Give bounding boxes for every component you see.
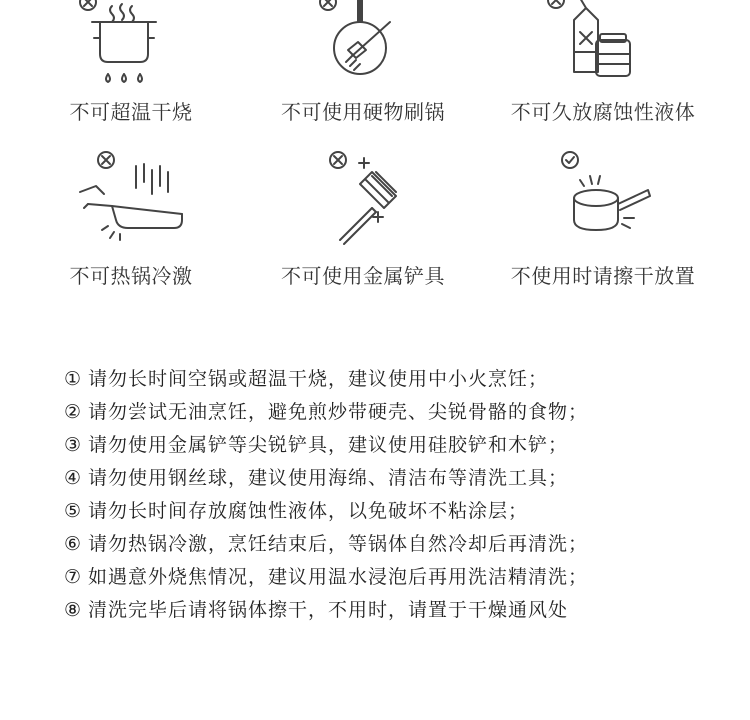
list-item-number: ⑤: [64, 500, 83, 522]
warning-label: 不可超温干烧: [69, 100, 193, 124]
list-item-text: 请勿使用金属铲等尖锐铲具，建议使用硅胶铲和木铲；: [88, 434, 569, 456]
warning-item-corrosive: [488, 0, 718, 130]
care-instructions-list: [64, 364, 704, 628]
warning-item-metal-spatula: [248, 148, 478, 288]
list-item-text: 请勿使用钢丝球，建议使用海绵、清洁布等清洗工具；: [88, 467, 569, 489]
list-item: [64, 595, 704, 628]
warning-label: 不可热锅冷激: [69, 264, 193, 288]
pot-on-fire-icon: [16, 0, 246, 100]
hard-brush-pan-icon: [248, 0, 478, 100]
list-item-number: ④: [64, 467, 83, 489]
list-item: [64, 430, 704, 463]
list-item-text: 请勿热锅冷激，烹饪结束后，等锅体自然冷却后再清洗；: [88, 533, 589, 555]
warning-label: 不可久放腐蚀性液体: [510, 100, 696, 124]
warning-label: 不可使用金属铲具: [281, 264, 445, 288]
list-item: [64, 529, 704, 562]
list-item-text: 清洗完毕后请将锅体擦干，不用时，请置于干燥通风处: [88, 599, 569, 621]
list-item-number: ⑧: [64, 599, 83, 621]
warning-item-dry-storage: [488, 148, 718, 288]
care-warning-grid: [0, 0, 750, 300]
hot-pan-cold-water-icon: [16, 148, 246, 248]
list-item-number: ⑥: [64, 533, 83, 555]
metal-spatula-icon: [248, 148, 478, 248]
list-item: [64, 397, 704, 430]
list-item-number: ⑦: [64, 566, 83, 588]
list-item-number: ③: [64, 434, 83, 456]
warning-item-dry-burn: [16, 0, 246, 130]
list-item-number: ②: [64, 401, 83, 423]
list-item: [64, 562, 704, 595]
list-item: [64, 496, 704, 529]
list-item-text: 请勿长时间空锅或超温干烧，建议使用中小火烹饪；: [88, 368, 549, 390]
list-item-number: ①: [64, 368, 83, 390]
corrosive-liquid-icon: [488, 0, 718, 100]
list-item: [64, 364, 704, 397]
warning-item-hard-brush: [248, 0, 478, 130]
list-item-text: 请勿长时间存放腐蚀性液体，以免破坏不粘涂层；: [88, 500, 529, 522]
dry-pot-icon: [488, 148, 718, 248]
list-item: [64, 463, 704, 496]
warning-label: 不使用时请擦干放置: [510, 264, 696, 288]
list-item-text: 如遇意外烧焦情况，建议用温水浸泡后再用洗洁精清洗；: [88, 566, 589, 588]
list-item-text: 请勿尝试无油烹饪，避免煎炒带硬壳、尖锐骨骼的食物；: [88, 401, 589, 423]
warning-item-cold-shock: [16, 148, 246, 288]
warning-label: 不可使用硬物刷锅: [281, 100, 445, 124]
